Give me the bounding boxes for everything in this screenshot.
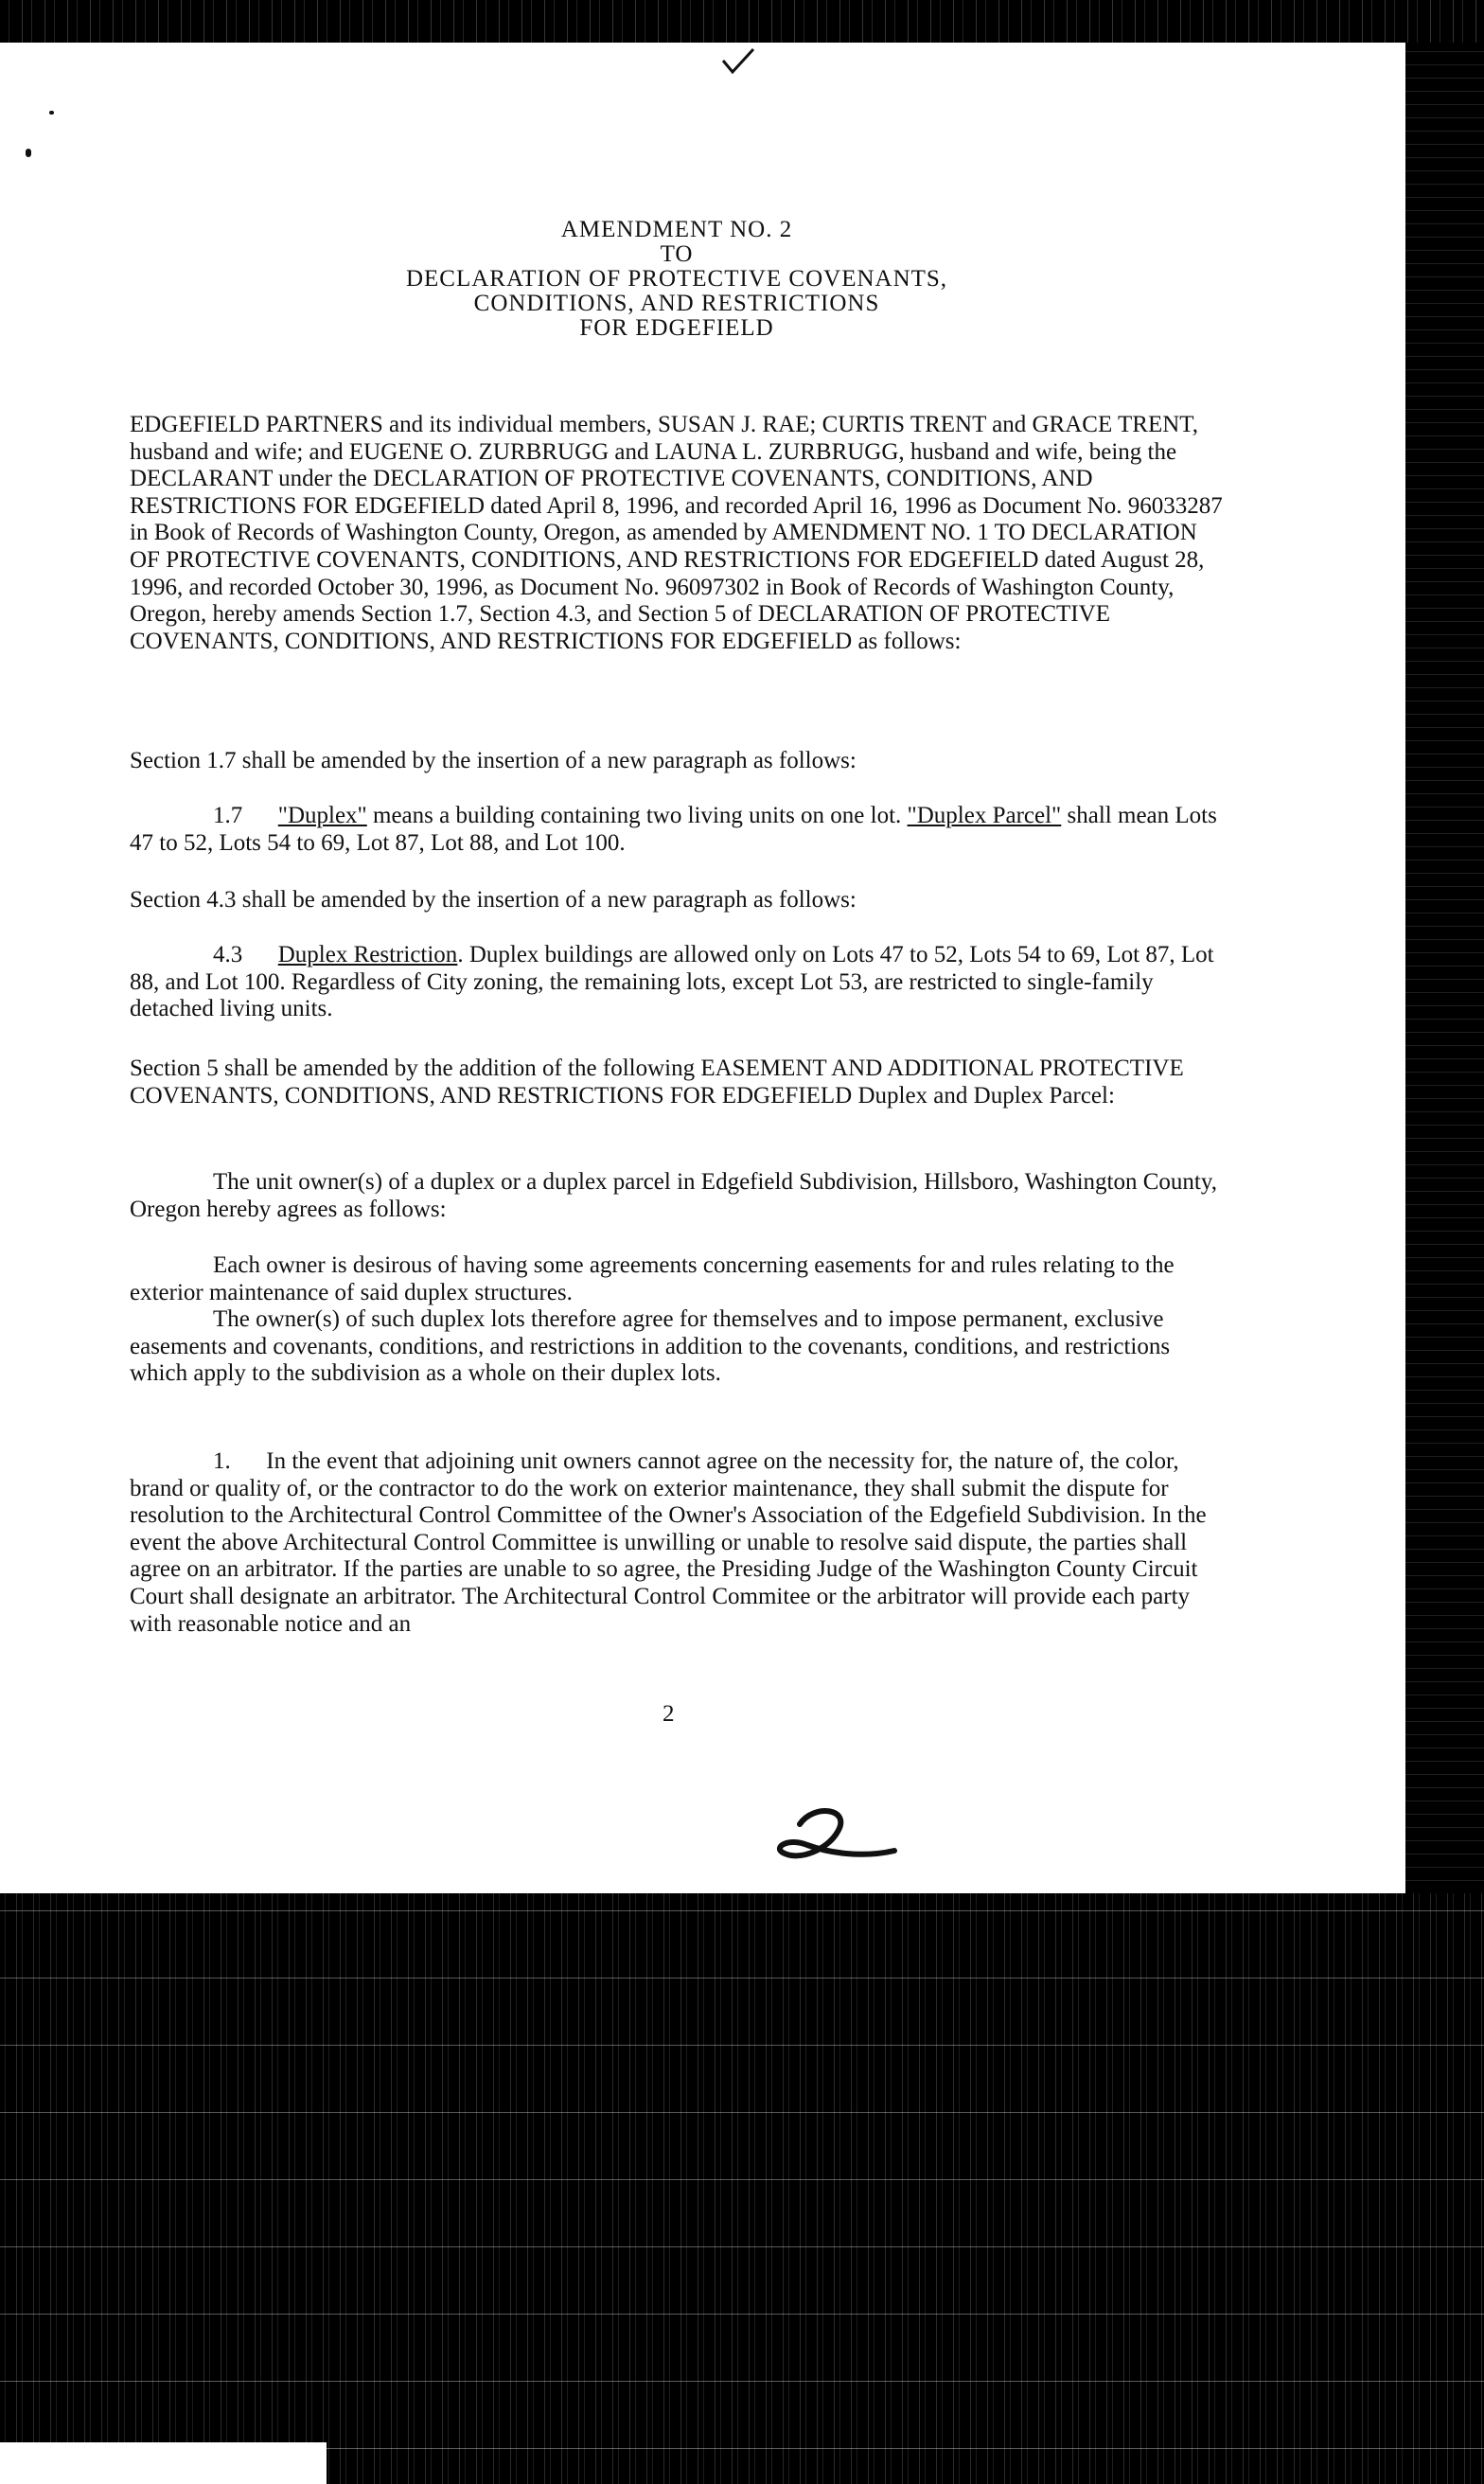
title-line: DECLARATION OF PROTECTIVE COVENANTS, — [405, 266, 948, 292]
title-line: CONDITIONS, AND RESTRICTIONS — [473, 291, 880, 316]
scan-white-tab — [0, 2442, 327, 2484]
intro-paragraph: EDGEFIELD PARTNERS and its individual members, SUSAN J. RAE; CURTIS TRENT and GRACE TRENT, husband and wife; and EUGENE O. ZURBRUGG and LAUNA L. ZURBRUGG, husband and wife, being the DECLARANT under the DECLARATION OF PROTECTIVE COVENANTS, CONDITIONS, AND RESTRICTIONS FOR EDGEFIELD dated April 8, 1996, and recorded April 16, 1996 as Document No. 96033287 in Book of Records of Washington County, Oregon, as amended by AMENDMENT NO. 1 TO DECLARATION OF PROTECTIVE COVENANTS, CONDITIONS, AND RESTRICTIONS FOR EDGEFIELD dated August 28, 1996, and recorded October 30, 1996, as Document No. 96097302 in Book of Records of Washington County, Oregon, hereby amends Section 1.7, Section 4.3, and Section 5 of DECLARATION OF PROTECTIVE COVENANTS, CONDITIONS, AND RESTRICTIONS FOR EDGEFIELD as follows: — [130, 412, 1223, 654]
section-text: shall mean Lots 47 to 52, Lots 54 to 69, Lot 87, Lot 88, and Lot 100. — [130, 803, 1217, 856]
section-1-7-intro: Section 1.7 shall be amended by the insertion of a new paragraph as follows: — [130, 748, 857, 773]
title-line: TO — [660, 241, 694, 267]
item-number: 1. — [213, 1448, 231, 1474]
title-line: AMENDMENT NO. 2 — [560, 217, 793, 242]
desirous-paragraph: Each owner is desirous of having some agreements concerning easements for and rules relating to the exterior maintenance of said duplex structures. The owner(s) of such duplex lots therefore agree for themselves and to impose permanent, exclusive easements and covenants, conditions, and restrictions in addition to the covenants, conditions, and restrictions which apply to the subdivision as a whole on their duplex lots. — [130, 1252, 1175, 1387]
scan-noise-right — [1405, 43, 1484, 1893]
section-text: . Duplex buildings are allowed only on Lots 47 to 52, Lots 54 to 69, Lot 87, Lot 88, and Lot 100. Regardless of City zoning, the remaining lots, except Lot 53, are restricted to single-family detached living units. — [130, 942, 1214, 1022]
handwritten-page-number — [771, 1803, 904, 1870]
item-text: In the event that adjoining unit owners cannot agree on the necessity for, the nature of, the color, brand or quality of, or the contractor to do the work on exterior maintenance, they shall submit the dispute for resolution to the Architectural Control Committee of the Owner's Association of the Edgefield Subdivision. In the event the above Architectural Control Committee is unwilling or unable to resolve said dispute, the parties shall agree on an arbitrator. If the parties are unable to so agree, the Presiding Judge of the Washington County Circuit Court shall designate an arbitrator. The Architectural Control Commitee or the arbitrator will provide each party with reasonable notice and an — [130, 1448, 1207, 1637]
defined-term-duplex: "Duplex" — [277, 803, 367, 828]
check-mark-icon — [719, 47, 757, 76]
section-text: means a building containing two living units on one lot. — [366, 803, 908, 828]
section-1-7 — [130, 803, 1223, 857]
document-title — [0, 218, 1353, 341]
title-line: FOR EDGEFIELD — [579, 315, 774, 341]
section-5-intro: Section 5 shall be amended by the addition of the following EASEMENT AND ADDITIONAL PROTECTIVE COVENANTS, CONDITIONS, AND RESTRICTIONS FOR EDGEFIELD Duplex and Duplex Parcel: — [130, 1056, 1184, 1109]
scan-noise-bottom — [0, 1893, 1484, 2484]
section-4-3-intro: Section 4.3 shall be amended by the insertion of a new paragraph as follows: — [130, 887, 857, 913]
owners-paragraph: The unit owner(s) of a duplex or a duplex parcel in Edgefield Subdivision, Hillsboro, Washington County, Oregon hereby agrees as follows: — [130, 1169, 1217, 1222]
page-number: 2 — [662, 1701, 675, 1727]
section-heading: Duplex Restriction — [277, 942, 458, 967]
scan-speck — [26, 149, 31, 157]
scan-speck — [49, 111, 54, 115]
section-number: 1.7 — [213, 803, 243, 828]
section-4-3 — [130, 942, 1223, 1023]
document-page — [0, 43, 1405, 1893]
item-1-paragraph — [130, 1448, 1223, 1638]
section-number: 4.3 — [213, 942, 243, 967]
scan-noise-top — [0, 0, 1484, 43]
defined-term-duplex-parcel: "Duplex Parcel" — [907, 803, 1062, 828]
